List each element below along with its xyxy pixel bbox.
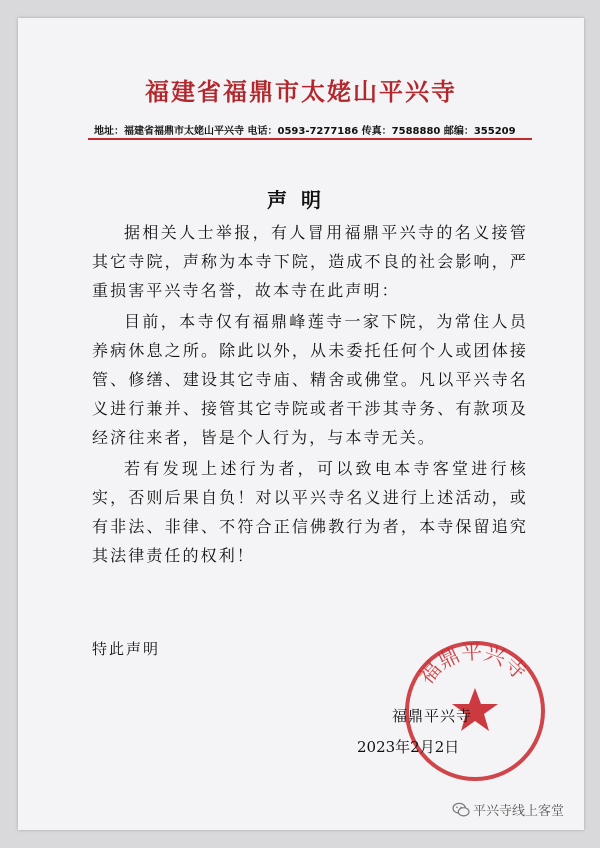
watermark <box>452 800 564 819</box>
statement-title: 声明 <box>267 188 335 212</box>
signature: 福鼎平兴寺 <box>392 707 473 725</box>
letterhead-contact: 地址：福建省福鼎市太姥山平兴寺 电话：0593-7277186 传真：7588880 邮编：355209 <box>94 126 516 137</box>
wechat-icon <box>452 802 470 818</box>
statement-body <box>92 218 528 572</box>
closing-line: 特此声明 <box>92 640 161 658</box>
watermark-text: 平兴寺线上客堂 <box>473 804 565 819</box>
statement-date: 2023年2月2日 <box>357 738 460 756</box>
letterhead-title: 福建省福鼎市太姥山平兴寺 <box>145 78 457 106</box>
paragraph: 若有发现上述行为者，可以致电本寺客堂进行核实，否则后果自负！对以平兴寺名义进行上述活动，或有非法、非律、不符合正信佛教行为者，本寺保留追究其法律责任的权利！ <box>92 459 528 565</box>
paragraph: 目前，本寺仅有福鼎峰莲寺一家下院，为常住人员养病休息之所。除此以外，从未委托任何个人或团体接管、修缮、建设其它寺庙、精舍或佛堂。凡以平兴寺名义进行兼并、接管其它寺院或者干涉其寺务、有款项及经济往来者，皆是个人行为，与本寺无关。 <box>92 312 528 447</box>
seal-text <box>414 640 531 689</box>
seal-text-path: 福鼎平兴寺 <box>414 639 532 689</box>
paragraph: 据相关人士举报，有人冒用福鼎平兴寺的名义接管其它寺院，声称为本寺下院，造成不良的社会影响，严重损害平兴寺名誉，故本寺在此声明： <box>92 223 528 300</box>
letterhead-divider <box>88 138 532 140</box>
